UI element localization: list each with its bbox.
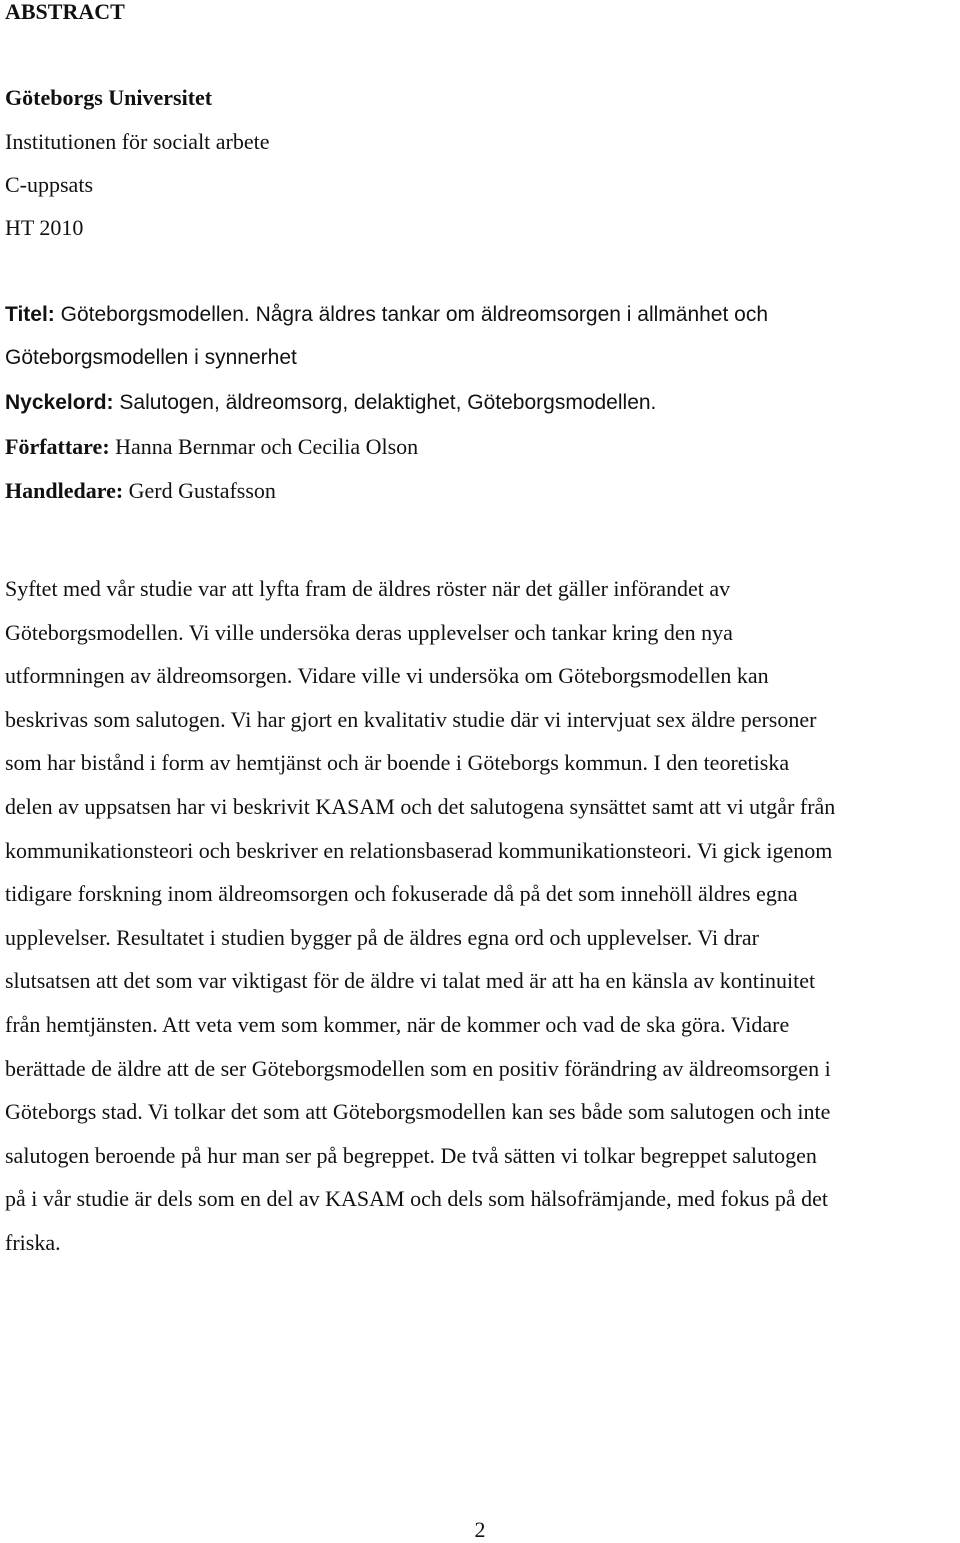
page-number: 2 <box>474 1517 486 1542</box>
abstract-line: salutogen beroende på hur man ser på begreppet. De två sätten vi tolkar begreppet salutogen <box>5 1142 817 1168</box>
abstract-line: Göteborgsmodellen. Vi ville undersöka deras upplevelser och tankar kring den nya <box>5 619 733 645</box>
abstract-line: beskrivas som salutogen. Vi har gjort en kvalitativ studie där vi intervjuat sex äldre personer <box>5 706 817 732</box>
abstract-body <box>5 567 960 1265</box>
title-line-1 <box>5 304 768 325</box>
title-text-2: Göteborgsmodellen i synnerhet <box>5 346 297 369</box>
institution-name: Institutionen för socialt arbete <box>5 129 270 154</box>
authors-value: Hanna Bernmar och Cecilia Olson <box>115 434 419 459</box>
keywords-line <box>5 392 656 413</box>
authors-line <box>5 436 418 458</box>
title-line-2 <box>5 347 297 368</box>
abstract-line: Syftet med vår studie var att lyfta fram de äldres röster när det gäller införandet av <box>5 576 731 601</box>
keywords-label: Nyckelord: <box>5 391 114 414</box>
authors-label: Författare: <box>5 434 110 459</box>
abstract-line: som har bistånd i form av hemtjänst och är boende i Göteborgs kommun. I den teoretiska <box>5 750 790 776</box>
supervisor-label: Handledare: <box>5 478 124 503</box>
abstract-line: Göteborgs stad. Vi tolkar det som att Göteborgsmodellen kan ses både som salutogen och inte <box>5 1099 831 1125</box>
title-label: Titel: <box>5 303 55 326</box>
thesis-level: C-uppsats <box>5 172 93 197</box>
abstract-line: från hemtjänsten. Att veta vem som kommer, när de kommer och vad de ska göra. Vidare <box>5 1011 790 1037</box>
abstract-line: kommunikationsteori och beskriver en relationsbaserad kommunikationsteori. Vi gick igenom <box>5 837 833 863</box>
supervisor-line <box>5 480 276 502</box>
abstract-line: friska. <box>5 1229 61 1255</box>
university-name: Göteborgs Universitet <box>5 85 213 110</box>
abstract-line: utformningen av äldreomsorgen. Vidare ville vi undersöka om Göteborgsmodellen kan <box>5 663 769 689</box>
supervisor-value: Gerd Gustafsson <box>128 478 276 503</box>
title-text-1: Göteborgsmodellen. Några äldres tankar om äldreomsorgen i allmänhet och <box>60 303 769 326</box>
term: HT 2010 <box>5 215 84 240</box>
keywords-value: Salutogen, äldreomsorg, delaktighet, Göteborgsmodellen. <box>119 391 657 414</box>
abstract-line: slutsatsen att det som var viktigast för de äldre vi talat med är att ha en känsla av kontinuitet <box>5 968 816 994</box>
abstract-line: berättade de äldre att de ser Göteborgsmodellen som en positiv förändring av äldreomsorgen i <box>5 1055 831 1081</box>
abstract-line: delen av uppsatsen har vi beskrivit KASAM och det salutogena synsättet samt att vi utgår från <box>5 793 836 819</box>
abstract-line: tidigare forskning inom äldreomsorgen och fokuserade då på det som innehöll äldres egna <box>5 881 798 907</box>
abstract-heading: ABSTRACT <box>5 0 125 24</box>
abstract-line: på i vår studie är dels som en del av KASAM och dels som hälsofrämjande, med fokus på det <box>5 1186 828 1212</box>
abstract-line: upplevelser. Resultatet i studien bygger på de äldres egna ord och upplevelser. Vi drar <box>5 924 759 950</box>
